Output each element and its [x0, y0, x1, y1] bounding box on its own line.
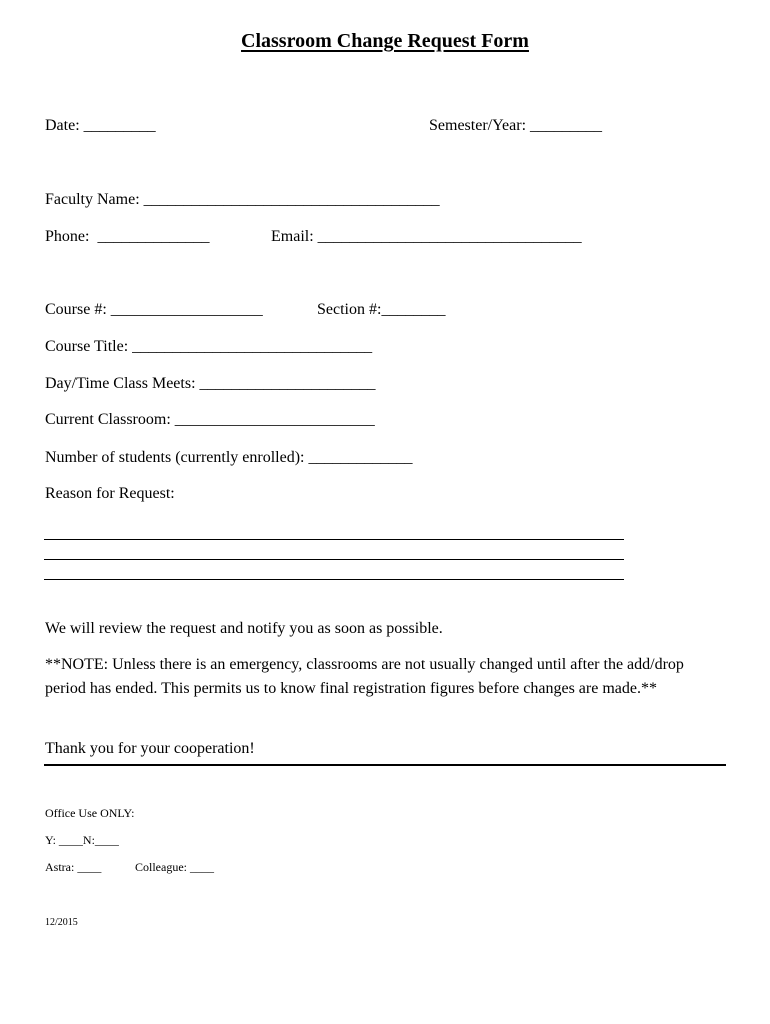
- email-field[interactable]: Email: _________________________________: [271, 228, 582, 245]
- note-text: **NOTE: Unless there is an emergency, classrooms are not usually changed until after the add/drop period has ended. This permits us to know final registration figures before changes are made.**: [45, 656, 684, 697]
- phone-field[interactable]: Phone: ______________: [45, 228, 210, 245]
- divider: [44, 764, 726, 766]
- num-students-field[interactable]: Number of students (currently enrolled): _____________: [45, 449, 413, 466]
- colleague-field[interactable]: Colleague: ____: [135, 860, 214, 874]
- reason-line-2[interactable]: [44, 559, 624, 560]
- day-time-field[interactable]: Day/Time Class Meets: ______________________: [45, 375, 376, 392]
- reason-label: Reason for Request:: [45, 485, 175, 502]
- revision-date: 12/2015: [45, 917, 78, 928]
- course-number-field[interactable]: Course #: ___________________: [45, 301, 263, 318]
- thanks-text: Thank you for your cooperation!: [45, 740, 255, 757]
- office-use-heading: Office Use ONLY:: [45, 806, 135, 820]
- reason-line-1[interactable]: [44, 539, 624, 540]
- form-title: Classroom Change Request Form: [241, 30, 529, 52]
- semester-year-field[interactable]: Semester/Year: _________: [429, 117, 603, 134]
- faculty-name-field[interactable]: Faculty Name: _____________________________________: [45, 191, 440, 208]
- yes-no-field[interactable]: Y: ____N:____: [45, 833, 119, 847]
- current-classroom-field[interactable]: Current Classroom: _________________________: [45, 411, 375, 428]
- course-title-field[interactable]: Course Title: ______________________________: [45, 338, 373, 355]
- date-field[interactable]: Date: _________: [45, 117, 156, 134]
- astra-field[interactable]: Astra: ____: [45, 860, 102, 874]
- section-number-field[interactable]: Section #:________: [317, 301, 446, 318]
- reason-line-3[interactable]: [44, 579, 624, 580]
- review-text: We will review the request and notify you as soon as possible.: [45, 620, 443, 637]
